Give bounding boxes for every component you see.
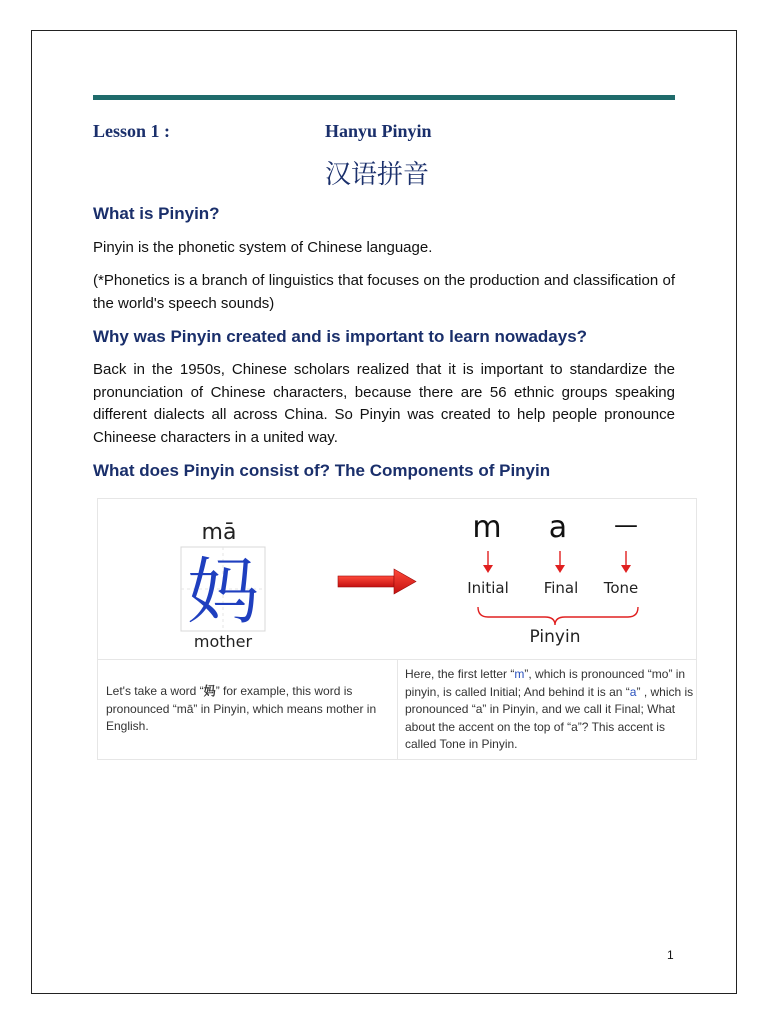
caption-left-text-2: ” for example, this word is pronounced “mā” in Pinyin, which means mother in English. bbox=[106, 684, 377, 733]
caption-right-highlight-a: a bbox=[629, 684, 637, 699]
initial-letter: m bbox=[472, 510, 502, 545]
grouping-brace bbox=[478, 607, 638, 625]
heading-components: What does Pinyin consist of? The Components of Pinyin bbox=[93, 461, 551, 480]
arrow-down-final-icon bbox=[555, 565, 565, 573]
arrow-down-initial-icon bbox=[483, 565, 493, 573]
caption-left-text-1: Let's take a word “ bbox=[106, 684, 204, 698]
tone-mark: — bbox=[614, 511, 638, 539]
caption-right-text-1: Here, the first letter “ bbox=[405, 667, 515, 681]
lesson-title-chinese: 汉语拼音 bbox=[325, 160, 430, 190]
figure-diagram bbox=[98, 499, 696, 659]
meaning-text: mother bbox=[193, 632, 253, 651]
page-number: 1 bbox=[667, 948, 674, 962]
header-rule bbox=[93, 95, 675, 100]
label-tone: Tone bbox=[603, 579, 639, 597]
caption-left-character: 妈 bbox=[203, 684, 216, 698]
paragraph-history: Back in the 1950s, Chinese scholars realized that it is important to standardize the pronunciation of Chinese characters, because there are 56 ethnic groups speaking different dialects all across China. So Pinyin was created to help people pronounce Chineese characters in a united way. bbox=[93, 361, 675, 446]
label-final: Final bbox=[543, 579, 579, 597]
paragraph-phonetics-note: (*Phonetics is a branch of linguistics that focuses on the production and classification of the world's speech sounds) bbox=[93, 272, 675, 312]
caption-right-highlight-m: m bbox=[514, 667, 525, 681]
chinese-character: 妈 bbox=[186, 550, 260, 634]
lesson-label: Lesson 1 : bbox=[93, 121, 171, 141]
arrow-down-tone-icon bbox=[621, 565, 631, 573]
lesson-title: Hanyu Pinyin bbox=[325, 121, 432, 141]
pinyin-components-figure bbox=[97, 498, 697, 760]
caption-right-text-2: ”, which is pronounced “mo” in pinyin, is called Initial; And behind it is an “ bbox=[405, 667, 686, 699]
caption-left bbox=[106, 683, 388, 736]
pinyin-word-text: mā bbox=[201, 520, 237, 545]
figure-divider-vertical bbox=[397, 659, 398, 760]
label-initial: Initial bbox=[467, 579, 509, 597]
label-pinyin-group: Pinyin bbox=[529, 627, 581, 647]
caption-right-text-3: ” , which is pronounced “a” in Pinyin, and we call it Final; What about the accent on the top of “a”? This accent is called Tone in Pinyin. bbox=[405, 684, 694, 751]
paragraph-definition: Pinyin is the phonetic system of Chinese language. bbox=[93, 239, 433, 256]
final-letter: a bbox=[548, 510, 568, 545]
red-arrow-icon bbox=[338, 569, 416, 594]
heading-why-pinyin: Why was Pinyin created and is important to learn nowadays? bbox=[93, 327, 588, 346]
heading-what-is-pinyin: What is Pinyin? bbox=[93, 204, 220, 223]
caption-right bbox=[405, 666, 695, 754]
